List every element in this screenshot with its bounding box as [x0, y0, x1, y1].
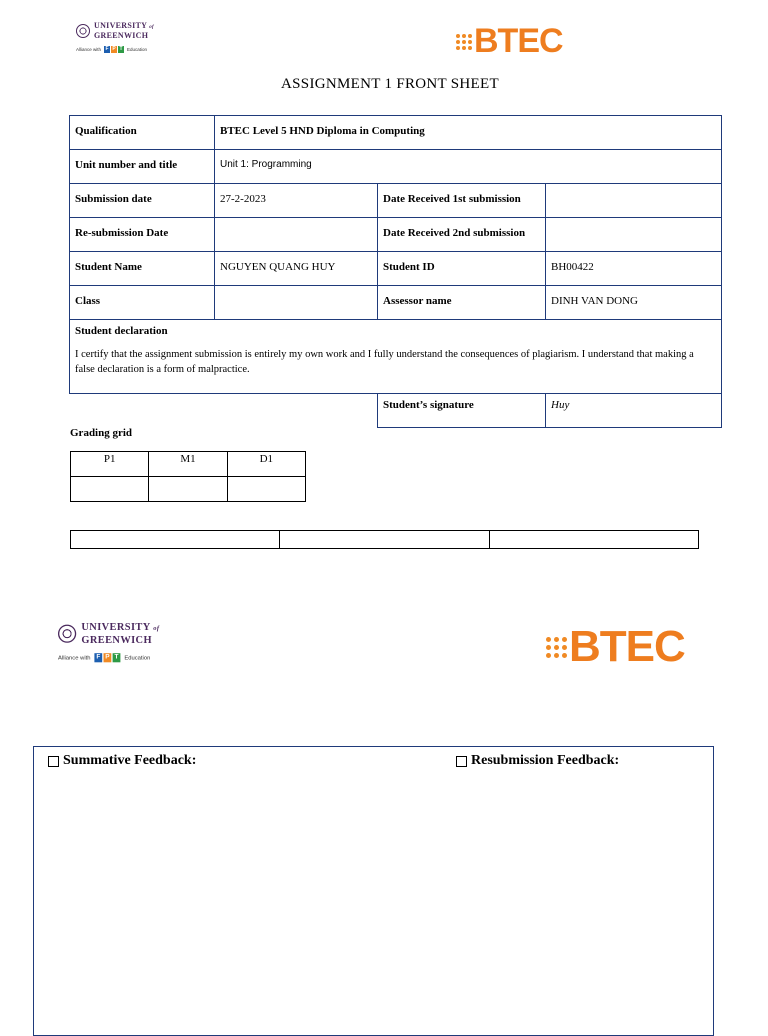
- grading-grid-table: [70, 451, 306, 502]
- student-name-label: Student Name: [70, 252, 215, 286]
- grade-cell-p1: [71, 477, 149, 502]
- submission-date-label: Submission date: [70, 184, 215, 218]
- date-received-1-label: Date Received 1st submission: [378, 184, 546, 218]
- feedback-box: [33, 746, 714, 1036]
- bar-cell: [489, 531, 698, 549]
- alliance-fpt: Alliance with F P T Education: [76, 46, 148, 52]
- date-received-2-value: [546, 218, 722, 252]
- declaration-cell: [70, 320, 722, 394]
- grade-header-p1: P1: [71, 452, 149, 477]
- resubmission-value: [215, 218, 378, 252]
- btec-logo-page2: BTEC: [546, 622, 685, 672]
- row-signature: [70, 394, 722, 428]
- row-class: [70, 286, 722, 320]
- signature-label: Student’s signature: [378, 394, 546, 428]
- page-title: ASSIGNMENT 1 FRONT SHEET: [281, 76, 499, 92]
- assessor-label: Assessor name: [378, 286, 546, 320]
- signature-spacer: [70, 394, 378, 428]
- row-resubmission: [70, 218, 722, 252]
- class-value: [215, 286, 378, 320]
- unit-label: Unit number and title: [70, 150, 215, 184]
- university-logo-page2: UNIVERSITY of GREENWICH Alliance with F P T Education: [58, 620, 160, 661]
- alliance-fpt: Alliance with F P T Education: [58, 653, 151, 661]
- unit-value: Unit 1: Programming: [215, 150, 722, 184]
- assessor-value: DINH VAN DONG: [546, 286, 722, 320]
- btec-dots-icon: [456, 34, 472, 50]
- qualification-label: Qualification: [70, 116, 215, 150]
- row-declaration: [70, 320, 722, 394]
- class-label: Class: [70, 286, 215, 320]
- btec-logo: BTEC: [456, 22, 563, 61]
- declaration-text: I certify that the assignment submission is entirely my own work and I fully understand the consequences of plagiarism. I understand that making a false declaration is a form of malpractice.: [75, 349, 694, 375]
- resubmission-feedback-label: Resubmission Feedback:: [471, 753, 620, 768]
- row-submission: [70, 184, 722, 218]
- grade-header-m1: M1: [149, 452, 227, 477]
- student-name-value: NGUYEN QUANG HUY: [215, 252, 378, 286]
- date-received-1-value: [546, 184, 722, 218]
- front-sheet-table: [69, 115, 722, 428]
- student-id-label: Student ID: [378, 252, 546, 286]
- resubmission-checkbox[interactable]: [456, 756, 467, 767]
- summative-checkbox[interactable]: [48, 756, 59, 767]
- grading-grid-label: Grading grid: [70, 427, 133, 439]
- university-seal-icon: [58, 625, 76, 643]
- resubmission-feedback: [456, 753, 619, 769]
- summative-feedback: [48, 753, 196, 769]
- row-qualification: [70, 116, 722, 150]
- student-id-value: BH00422: [546, 252, 722, 286]
- university-logo: UNIVERSITY of GREENWICH Alliance with F P T Education: [76, 21, 155, 52]
- bar-cell: [71, 531, 280, 549]
- declaration-heading: Student declaration: [75, 325, 168, 337]
- summative-feedback-label: Summative Feedback:: [63, 753, 197, 768]
- row-student: [70, 252, 722, 286]
- btec-dots-icon: [546, 637, 567, 658]
- qualification-value: BTEC Level 5 HND Diploma in Computing: [215, 116, 722, 150]
- grade-cell-m1: [149, 477, 227, 502]
- grade-header-d1: D1: [227, 452, 305, 477]
- date-received-2-label: Date Received 2nd submission: [378, 218, 546, 252]
- resubmission-label: Re-submission Date: [70, 218, 215, 252]
- grade-cell-d1: [227, 477, 305, 502]
- row-unit: [70, 150, 722, 184]
- signature-value: Huy: [546, 394, 722, 428]
- empty-bar-table: [70, 530, 699, 549]
- university-seal-icon: [76, 24, 90, 38]
- bar-cell: [280, 531, 489, 549]
- submission-date-value: 27-2-2023: [215, 184, 378, 218]
